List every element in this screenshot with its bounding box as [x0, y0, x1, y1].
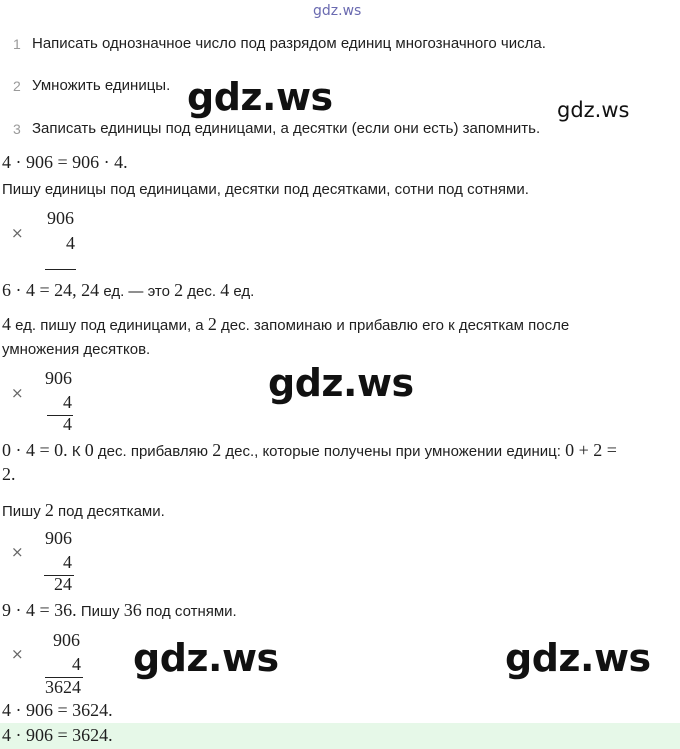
multiply-sign-icon: ×	[11, 224, 24, 242]
column-multiplier: 4	[63, 552, 72, 572]
equation-line: 4 · 906 = 3624.	[2, 700, 113, 720]
column-multiplicand: 906	[47, 208, 74, 228]
text-line: Пишу 2 под десятками.	[2, 500, 165, 520]
watermark: gdz.ws	[133, 636, 279, 680]
answer-line: 4 · 906 = 3624.	[2, 725, 113, 745]
step-number: 2	[13, 78, 21, 94]
watermark: gdz.ws	[187, 75, 333, 119]
column-multiplier: 4	[66, 233, 75, 253]
text-line: 6 · 4 = 24, 24 ед. — это 2 дес. 4 ед.	[2, 280, 255, 300]
step-number: 3	[13, 121, 21, 137]
multiply-sign-icon: ×	[11, 543, 24, 561]
step-number: 1	[13, 36, 21, 52]
watermark: gdz.ws	[268, 361, 414, 405]
column-result: 4	[63, 414, 72, 434]
watermark: gdz.ws	[505, 636, 651, 680]
equation-line: 2.	[2, 464, 16, 484]
column-multiplicand: 906	[45, 368, 72, 388]
text-line: 4 ед. пишу под единицами, а 2 дес. запоминаю и прибавлю его к десяткам после	[2, 314, 570, 334]
step-text: Записать единицы под единицами, а десятки (если они есть) запомнить.	[32, 120, 541, 137]
text-line: умножения десятков.	[2, 341, 151, 358]
column-multiplier: 4	[63, 392, 72, 412]
column-multiplier: 4	[72, 654, 81, 674]
text-line: Пишу единицы под единицами, десятки под десятками, сотни под сотнями.	[2, 181, 529, 198]
multiply-sign-icon: ×	[11, 384, 24, 402]
multiply-sign-icon: ×	[11, 645, 24, 663]
text-line: 9 · 4 = 36. Пишу 36 под сотнями.	[2, 600, 237, 620]
watermark: gdz.ws	[557, 98, 630, 122]
watermark-top: gdz.ws	[313, 3, 362, 19]
column-result: 24	[54, 574, 72, 594]
column-multiplicand: 906	[45, 528, 72, 548]
column-rule	[45, 269, 76, 270]
text-line: 0 · 4 = 0. К 0 дес. прибавляю 2 дес., которые получены при умножении единиц: 0 + 2 =	[2, 440, 617, 460]
column-multiplicand: 906	[53, 630, 80, 650]
step-text: Умножить единицы.	[32, 77, 171, 94]
equation-line: 4 · 906 = 906 · 4.	[2, 152, 128, 172]
step-text: Написать однозначное число под разрядом единиц многозначного числа.	[32, 35, 546, 52]
column-result: 3624	[45, 677, 81, 697]
